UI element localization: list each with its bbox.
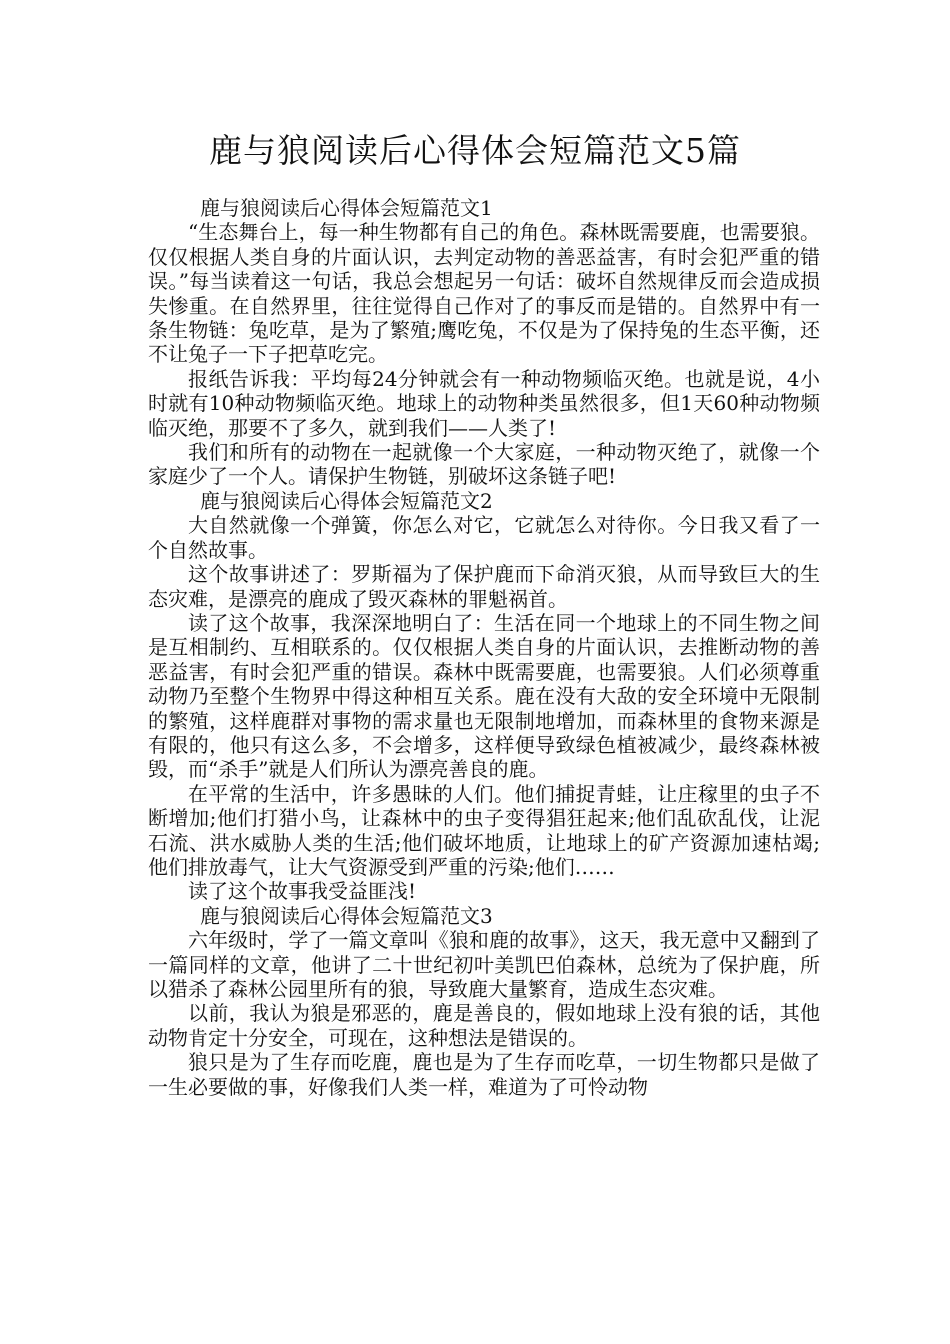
paragraph: 读了这个故事，我深深地明白了：生活在同一个地球上的不同生物之间是互相制约、互相联系的。仅仅根据人类自身的片面认识，去推断动物的善恶益害，有时会犯严重的错误。森林中既需要鹿，也需要狼。人们必须尊重动物乃至整个生物界中得这种相互关系。鹿在没有大敌的安全环境中无限制的繁殖，这样鹿群对事物的需求量也无限制地增加，而森林里的食物来源是有限的，他只有这么多，不会增多，这样便导致绿色植被减少，最终森林被毁，而“杀手”就是人们所认为漂亮善良的鹿。 — [148, 610, 820, 782]
paragraph: 六年级时，学了一篇文章叫《狼和鹿的故事》，这天，我无意中又翻到了一篇同样的文章，他讲了二十世纪初叶美凯巴伯森林，总统为了保护鹿，所以猎杀了森林公园里所有的狼，导致鹿大量繁育，造成生态灾难。 — [148, 928, 820, 1001]
paragraph: 大自然就像一个弹簧，你怎么对它，它就怎么对待你。今日我又看了一个自然故事。 — [148, 513, 820, 562]
paragraph: 以前，我认为狼是邪恶的，鹿是善良的，假如地球上没有狼的话，其他动物肯定十分安全，可现在，这种想法是错误的。 — [148, 1001, 820, 1050]
paragraph: 我们和所有的动物在一起就像一个大家庭，一种动物灭绝了，就像一个家庭少了一个人。请保护生物链，别破坏这条链子吧! — [148, 440, 820, 489]
paragraph: “生态舞台上，每一种生物都有自己的角色。森林既需要鹿，也需要狼。仅仅根据人类自身的片面认识，去判定动物的善恶益害，有时会犯严重的错误。”每当读着这一句话，我总会想起另一句话：破坏自然规律反而会造成损失惨重。在自然界里，往往觉得自己作对了的事反而是错的。自然界中有一条生物链：兔吃草，是为了繁殖;鹰吃兔，不仅是为了保持兔的生态平衡，还不让兔子一下子把草吃完。 — [148, 220, 820, 367]
paragraph: 狼只是为了生存而吃鹿，鹿也是为了生存而吃草，一切生物都只是做了一生必要做的事，好像我们人类一样，难道为了可怜动物 — [148, 1050, 820, 1099]
section-heading: 鹿与狼阅读后心得体会短篇范文1 — [200, 196, 493, 220]
document-body — [148, 196, 820, 1099]
paragraph: 报纸告诉我：平均每24分钟就会有一种动物频临灭绝。也就是说，4小时就有10种动物频临灭绝。地球上的动物种类虽然很多，但1天60种动物频临灭绝，那要不了多久，就到我们——人类了! — [148, 366, 820, 440]
paragraph: 在平常的生活中，许多愚昧的人们。他们捕捉青蛙，让庄稼里的虫子不断增加;他们打猎小鸟，让森林中的虫子变得猖狂起来;他们乱砍乱伐，让泥石流、洪水威胁人类的生活;他们破坏地质，让地球上的矿产资源加速枯竭;他们排放毒气，让大气资源受到严重的污染;他们…… — [148, 781, 820, 879]
document-title: 鹿与狼阅读后心得体会短篇范文5篇 — [209, 131, 741, 170]
section-heading: 鹿与狼阅读后心得体会短篇范文3 — [200, 903, 493, 928]
paragraph: 这个故事讲述了：罗斯福为了保护鹿而下命消灭狼，从而导致巨大的生态灾难，是漂亮的鹿成了毁灭森林的罪魁祸首。 — [148, 562, 820, 611]
paragraph: 读了这个故事我受益匪浅! — [188, 879, 417, 904]
section-heading: 鹿与狼阅读后心得体会短篇范文2 — [200, 488, 493, 513]
